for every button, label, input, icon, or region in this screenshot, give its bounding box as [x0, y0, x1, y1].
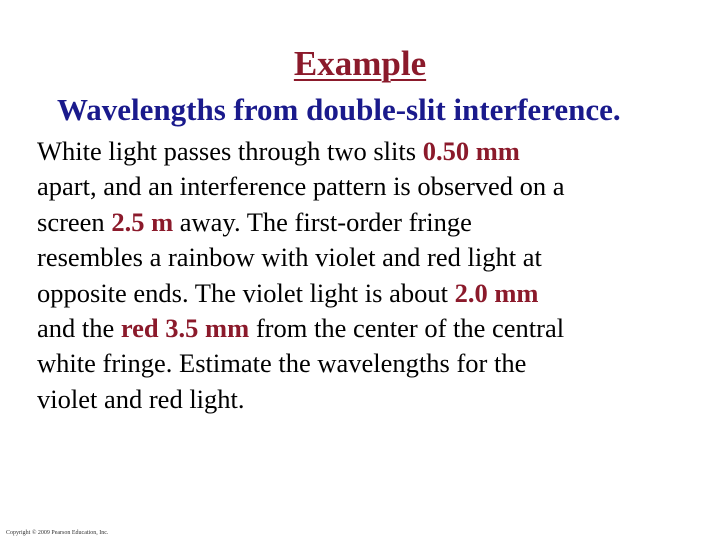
slide-title: Example [293, 44, 427, 83]
text-line: and the red 3.5 mm from the center of the central [37, 313, 565, 344]
violet-distance-value: 2.0 mm [454, 277, 539, 308]
copyright-notice: Copyright © 2009 Pearson Education, Inc. [6, 530, 109, 536]
text-line: apart, and an interference pattern is observed on a [37, 171, 565, 202]
text-line: violet and red light. [37, 383, 245, 414]
screen-distance-value: 2.5 m [111, 206, 174, 237]
slide-subtitle: Wavelengths from double-slit interference. [57, 92, 621, 127]
text-line: resembles a rainbow with violet and red light at [37, 242, 542, 273]
text-line: white fringe. Estimate the wavelengths for the [37, 348, 527, 379]
red-distance-value: red 3.5 mm [120, 313, 250, 344]
text-line: opposite ends. The violet light is about 2.0 mm [37, 277, 539, 308]
slit-spacing-value: 0.50 mm [422, 136, 520, 166]
problem-text [37, 134, 687, 417]
text-line: screen 2.5 m away. The first-order fringe [37, 206, 472, 237]
text-line: White light passes through two slits 0.50 mm [37, 136, 520, 166]
